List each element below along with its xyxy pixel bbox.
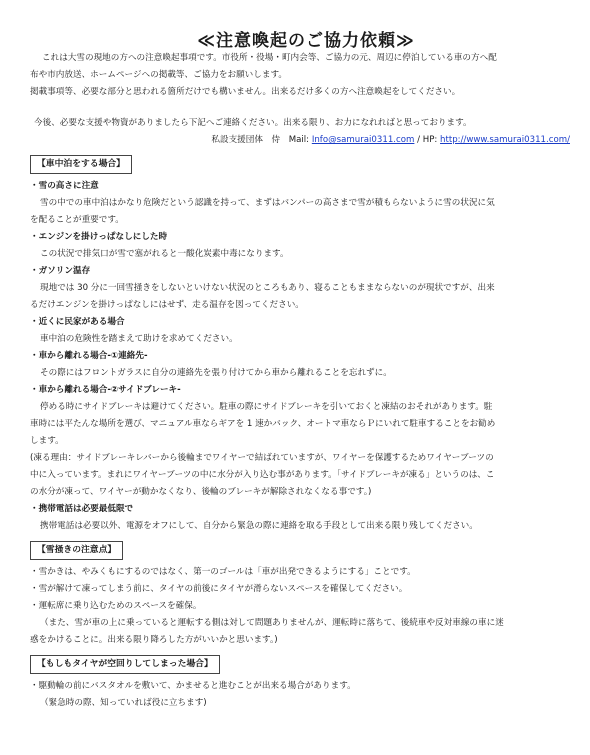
body-line: るだけエンジンを掛けっぱなしにはせず、走る温存を図ってください。 <box>30 300 304 310</box>
body-line: ・運転席に乗り込むためのスペースを確保。 <box>30 601 202 611</box>
section-header-snow: 【雪掻きの注意点】 <box>30 541 123 560</box>
body-line: (凍る理由：サイドブレーキレバーから後輪までワイヤーで結ばれていますが、ワイヤーを保護するためワイヤーブーツの <box>30 453 494 463</box>
homepage-link[interactable]: http://www.samurai0311.com/ <box>440 135 570 145</box>
body-line: その際にはフロントガラスに自分の連絡先を張り付けてから車から離れることを忘れずに。 <box>40 368 392 378</box>
intro-line-3: 掲載事項等、必要な部分と思われる箇所だけでも構いません。出来るだけ多くの方へ注意喚起をしてください。 <box>30 87 461 97</box>
body-line: ・雪かきは、やみくもにするのではなく、第一のゴールは「車が出発できるようにする」ことです。 <box>30 567 416 577</box>
item-heading: ・雪の高さに注意 <box>30 181 99 191</box>
request-text: 今後、必要な支援や物資がありましたら下記へご連絡ください。出来る限り、お力になれればと思っております。 <box>34 118 472 128</box>
body-line: の水分が凍って、ワイヤーが動かなくなり、後輪のブレーキが解除されなくなる事です。) <box>30 487 372 497</box>
section-car-stay <box>30 178 582 535</box>
body-line: 停める時にサイドブレーキは避けてください。駐車の際にサイドブレーキを引いておくと凍結のおそれがあります。駐 <box>40 402 493 412</box>
body-line: 中に入っています。まれにワイヤーブーツの中に水分が入り込む事があります。「サイドブレーキが凍る」というのは、こ <box>30 470 495 480</box>
body-line: 現地では 30 分に一回雪掻きをしないといけない状況のところもあり、寝ることもままならないのが現状ですが、出来 <box>40 283 495 293</box>
body-line: 惑をかけることに。出来る限り降ろした方がいいかと思います。) <box>30 635 278 645</box>
body-line: 雪の中での車中泊はかなり危険だという認識を持って、まずはバンパーの高さまで雪が積もらないように雪の状況に気 <box>40 198 495 208</box>
section-header-tire: 【もしもタイヤが空回りしてしまった場合】 <box>30 655 220 674</box>
body-line: 携帯電話は必要以外、電源をオフにして、自分から緊急の際に連絡を取る手段として出来る限り残してください。 <box>40 521 478 531</box>
body-line: この状況で排気口が雪で塞がれると一酸化炭素中毒になります。 <box>40 249 289 259</box>
body-line: 車時には平たんな場所を選び、マニュアル車ならギアを 1 速かバック、オートマ車ならＰにいれて駐車することをお勧め <box>30 419 496 429</box>
item-heading: ・携帯電話は必要最低限で <box>30 504 134 514</box>
item-heading: ・近くに民家がある場合 <box>30 317 125 327</box>
section-snow <box>30 564 582 649</box>
item-heading: ・車から離れる場合-①連絡先- <box>30 351 148 361</box>
body-line: ・駆動輪の前にバスタオルを敷いて、かませると進むことが出来る場合があります。 <box>30 681 356 691</box>
body-line: します。 <box>30 436 64 446</box>
contact-prefix: 私設支援団体 侍 Mail: <box>211 135 310 145</box>
page-title: ≪注意喚起のご協力依頼≫ <box>197 31 415 51</box>
item-heading: ・ガソリン温存 <box>30 266 91 276</box>
section-tire <box>30 678 582 712</box>
email-link[interactable]: Info@samurai0311.com <box>311 135 415 145</box>
intro-line-1: これは大雪の現地の方への注意喚起事項です。市役所・役場・町内会等、ご協力の元、周辺に停泊している車の方へ配 <box>42 53 497 63</box>
section-header-car-stay: 【車中泊をする場合】 <box>30 155 132 174</box>
contact-separator: / HP: <box>417 135 438 145</box>
item-heading: ・車から離れる場合-②サイドブレーキ- <box>30 385 181 395</box>
body-line: を配ることが重要です。 <box>30 215 124 225</box>
intro-line-2: 布や市内放送、ホームページへの掲載等、ご協力をお願いします。 <box>30 70 287 80</box>
body-line: （また、雪が車の上に乗っていると運転する側は対して問題ありませんが、運転時に落ちて、後続車や反対車線の車に迷 <box>40 618 504 628</box>
contact-line <box>30 132 582 149</box>
document <box>30 0 582 712</box>
body-line: ・雪が解けて凍ってしまう前に、タイヤの前後にタイヤが滑らないスペースを確保してください。 <box>30 584 408 594</box>
body-line: （緊急時の際、知っていれば役に立ちます) <box>40 698 207 708</box>
body-line: 車中泊の危険性を踏まえて助けを求めてください。 <box>40 334 238 344</box>
item-heading: ・エンジンを掛けっぱなしにした時 <box>30 232 168 242</box>
